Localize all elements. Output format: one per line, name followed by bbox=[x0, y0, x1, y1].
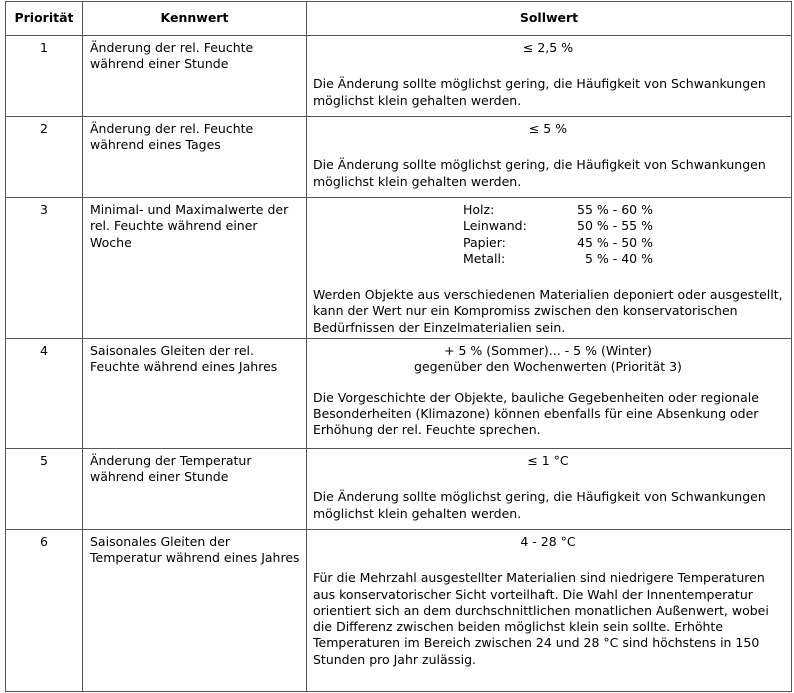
material-name: Metall: bbox=[463, 250, 506, 266]
table-row bbox=[6, 339, 792, 449]
priority-cell: 2 bbox=[6, 117, 83, 198]
target-value: ≤ 2,5 % bbox=[522, 40, 574, 55]
target-note: Für die Mehrzahl ausgestellter Materialien sind niedrigere Temperaturen aus konservatorischer Sicht vorteilhaft. Die Wahl der Innentemperatur orientiert sich an dem durchschnittlichen monatlichen Außenwert, wobei die Differenz zwischen beiden möglichst klein sein sollte. Erhöhte Temperaturen im Bereich zwischen 24 und 28 °C sind höchstens in 150 Stunden pro Jahr zulässig. bbox=[313, 570, 769, 667]
header-parameter: Kennwert bbox=[83, 2, 307, 36]
target-cell bbox=[307, 36, 792, 117]
material-range: 5 % - 40 % bbox=[584, 250, 653, 266]
table-row bbox=[6, 449, 792, 530]
parameter-cell: Minimal- und Maximalwerte der rel. Feuchte während einer Woche bbox=[83, 198, 307, 339]
parameter-cell: Saisonales Gleiten der rel. Feuchte während eines Jahres bbox=[83, 339, 307, 449]
target-cell bbox=[307, 117, 792, 198]
table-row bbox=[6, 36, 792, 117]
target-cell bbox=[307, 339, 792, 449]
target-value: + 5 % (Sommer)... - 5 % (Winter) bbox=[444, 343, 652, 358]
target-note: Die Änderung sollte möglichst gering, die Häufigkeit von Schwankungen möglichst klein gehalten werden. bbox=[313, 489, 766, 521]
material-range: 45 % - 50 % bbox=[577, 234, 653, 250]
target-note: Die Änderung sollte möglichst gering, die Häufigkeit von Schwankungen möglichst klein gehalten werden. bbox=[313, 157, 766, 189]
parameter-cell: Änderung der rel. Feuchte während eines Tages bbox=[83, 117, 307, 198]
material-row bbox=[463, 202, 653, 218]
material-name: Leinwand: bbox=[463, 218, 527, 234]
material-range: 50 % - 55 % bbox=[577, 218, 653, 234]
material-ranges bbox=[463, 202, 653, 267]
target-value-sub: gegenüber den Wochenwerten (Priorität 3) bbox=[414, 359, 682, 375]
parameter-cell: Saisonales Gleiten der Temperatur während eines Jahres bbox=[83, 530, 307, 692]
parameter-cell: Änderung der Temperatur während einer Stunde bbox=[83, 449, 307, 530]
material-name: Holz: bbox=[463, 202, 495, 217]
target-value: 4 - 28 °C bbox=[520, 534, 576, 549]
material-range: 55 % - 60 % bbox=[577, 202, 653, 217]
table-row bbox=[6, 198, 792, 339]
target-value: ≤ 1 °C bbox=[527, 453, 569, 468]
material-name: Papier: bbox=[463, 234, 506, 250]
priority-cell: 1 bbox=[6, 36, 83, 117]
priority-cell: 4 bbox=[6, 339, 83, 449]
priority-cell: 6 bbox=[6, 530, 83, 692]
material-row bbox=[463, 251, 653, 267]
table-row bbox=[6, 530, 792, 692]
target-note: Die Änderung sollte möglichst gering, die Häufigkeit von Schwankungen möglichst klein gehalten werden. bbox=[313, 76, 766, 108]
table-row bbox=[6, 117, 792, 198]
target-note: Die Vorgeschichte der Objekte, bauliche Gegebenheiten oder regionale Besonderheiten (Klimazone) können ebenfalls für eine Absenkung oder Erhöhung der rel. Feuchte sprechen. bbox=[313, 389, 759, 438]
priority-cell: 3 bbox=[6, 198, 83, 339]
header-row bbox=[6, 2, 792, 36]
target-value: ≤ 5 % bbox=[528, 121, 568, 136]
header-target: Sollwert bbox=[307, 2, 792, 36]
parameter-cell: Änderung der rel. Feuchte während einer Stunde bbox=[83, 36, 307, 117]
header-priority: Priorität bbox=[6, 2, 83, 36]
material-row bbox=[463, 235, 653, 251]
climate-table bbox=[5, 1, 792, 692]
target-cell bbox=[307, 449, 792, 530]
target-note: Werden Objekte aus verschiedenen Materialien deponiert oder ausgestellt, kann der Wert nur ein Kompromiss zwischen den konservatorischen Bedürfnissen der Einzelmaterialien sein. bbox=[313, 287, 783, 335]
target-cell bbox=[307, 198, 792, 339]
material-row bbox=[463, 218, 653, 234]
priority-cell: 5 bbox=[6, 449, 83, 530]
target-cell bbox=[307, 530, 792, 692]
